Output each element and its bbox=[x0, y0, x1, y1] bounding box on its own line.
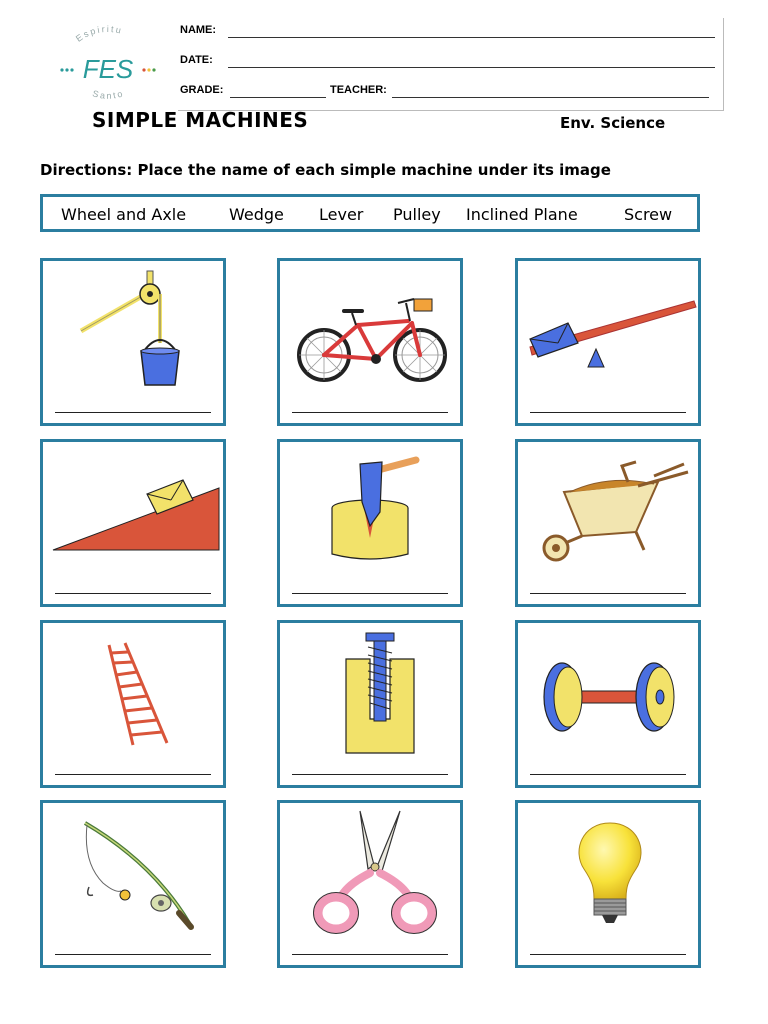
date-input-line[interactable] bbox=[228, 67, 715, 68]
answer-line[interactable] bbox=[55, 954, 211, 955]
student-info-fields bbox=[178, 18, 724, 111]
machine-card-wedge bbox=[277, 439, 463, 607]
answer-line[interactable] bbox=[55, 774, 211, 775]
light-bulb-icon bbox=[518, 803, 698, 965]
word-bank-item: Wedge bbox=[229, 205, 284, 224]
school-logo bbox=[48, 22, 168, 112]
wheelbarrow-icon bbox=[518, 442, 698, 604]
seesaw-lever-icon bbox=[518, 261, 698, 423]
machine-card-screw bbox=[277, 620, 463, 788]
word-bank-item: Lever bbox=[319, 205, 364, 224]
word-bank-item: Pulley bbox=[393, 205, 441, 224]
pulley-bucket-icon bbox=[43, 261, 223, 423]
directions-text: Directions: Place the name of each simple machine under its image bbox=[40, 161, 611, 179]
machine-card-inclined-plane bbox=[40, 439, 226, 607]
word-bank-item: Screw bbox=[624, 205, 673, 224]
answer-line[interactable] bbox=[530, 593, 686, 594]
svg-text:Espiritu bbox=[74, 24, 124, 44]
answer-line[interactable] bbox=[55, 412, 211, 413]
date-label: DATE: bbox=[180, 54, 213, 66]
inclined-plane-icon bbox=[43, 442, 223, 604]
machine-card-wheelbarrow bbox=[515, 439, 701, 607]
axe-wedge-icon bbox=[280, 442, 460, 604]
answer-line[interactable] bbox=[530, 774, 686, 775]
fes-logo-icon bbox=[48, 22, 168, 112]
ladder-icon bbox=[43, 623, 223, 785]
answer-line[interactable] bbox=[55, 593, 211, 594]
machine-card-seesaw bbox=[515, 258, 701, 426]
page-title: SIMPLE MACHINES bbox=[92, 108, 309, 132]
word-bank bbox=[40, 194, 700, 232]
word-bank-item: Inclined Plane bbox=[466, 205, 578, 224]
name-input-line[interactable] bbox=[228, 37, 715, 38]
subject-label: Env. Science bbox=[560, 114, 666, 132]
answer-line[interactable] bbox=[292, 593, 448, 594]
svg-text:Santo bbox=[91, 88, 125, 101]
machine-card-scissors bbox=[277, 800, 463, 968]
grade-input-line[interactable] bbox=[230, 97, 326, 98]
grade-label: GRADE: bbox=[180, 84, 224, 96]
name-label: NAME: bbox=[180, 24, 217, 36]
answer-line[interactable] bbox=[292, 774, 448, 775]
fishing-rod-icon bbox=[43, 803, 223, 965]
word-bank-item: Wheel and Axle bbox=[61, 205, 187, 224]
scissors-icon bbox=[280, 803, 460, 965]
machine-card-wheel-and-axle bbox=[515, 620, 701, 788]
teacher-input-line[interactable] bbox=[392, 97, 709, 98]
machine-card-bicycle bbox=[277, 258, 463, 426]
screw-icon bbox=[280, 623, 460, 785]
machine-card-fishing-rod bbox=[40, 800, 226, 968]
bicycle-icon bbox=[280, 261, 460, 423]
logo-text: FES bbox=[82, 54, 134, 84]
teacher-label: TEACHER: bbox=[330, 84, 387, 96]
logo-arc-top: Espiritu bbox=[73, 23, 124, 44]
answer-line[interactable] bbox=[530, 954, 686, 955]
answer-line[interactable] bbox=[292, 412, 448, 413]
machine-card-light-bulb bbox=[515, 800, 701, 968]
wheel-and-axle-icon bbox=[518, 623, 698, 785]
logo-arc-bottom: Santo bbox=[91, 88, 126, 101]
answer-line[interactable] bbox=[292, 954, 448, 955]
machine-card-pulley bbox=[40, 258, 226, 426]
answer-line[interactable] bbox=[530, 412, 686, 413]
machine-card-ladder bbox=[40, 620, 226, 788]
